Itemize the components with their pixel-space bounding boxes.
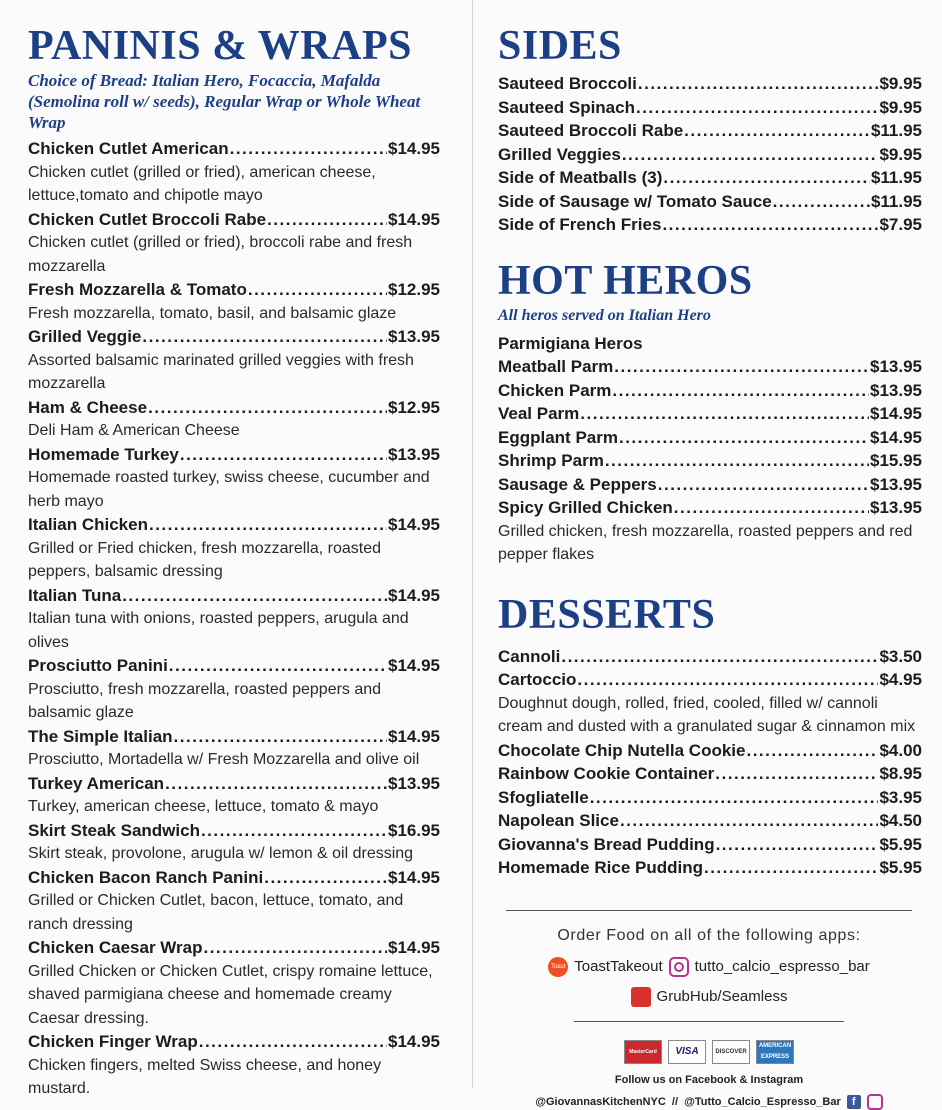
item-description: Chicken cutlet (grilled or fried), broccoli rabe and fresh mozzarella <box>28 234 413 275</box>
menu-item <box>498 166 922 190</box>
heros-group-label: Parmigiana Heros <box>498 333 643 353</box>
item-name: Sauteed Broccoli <box>498 74 637 93</box>
item-description: Italian tuna with onions, roasted peppers, arugula and olives <box>28 610 409 651</box>
item-price: $11.95 <box>870 121 922 140</box>
item-price: $13.95 <box>388 773 440 793</box>
item-name: Veal Parm <box>498 404 580 423</box>
item-description: Prosciutto, Mortadella w/ Fresh Mozzarella and olive oil <box>28 751 420 768</box>
leader-dots <box>638 72 879 96</box>
item-price: $5.95 <box>879 858 922 877</box>
menu-item <box>498 809 922 833</box>
item-price: $8.95 <box>879 764 922 783</box>
item-description: Deli Ham & American Cheese <box>28 422 240 439</box>
leader-dots <box>622 143 879 167</box>
leader-dots <box>122 584 387 608</box>
item-name: Homemade Turkey <box>28 444 179 464</box>
item-name: Chicken Caesar Wrap <box>28 938 203 957</box>
instagram-link[interactable]: tutto_calcio_espresso_bar <box>694 958 870 975</box>
item-name: Side of Sausage w/ Tomato Sauce <box>498 191 772 211</box>
item-name: Shrimp Parm <box>498 451 604 470</box>
item-price: $14.95 <box>388 1032 440 1051</box>
item-description: Homemade roasted turkey, swiss cheese, cucumber and herb mayo <box>28 469 430 510</box>
item-price: $4.95 <box>879 670 922 689</box>
item-price: $11.95 <box>870 191 922 211</box>
item-name: Ham & Cheese <box>28 397 148 417</box>
item-description: Turkey, american cheese, lettuce, tomato & mayo <box>28 798 379 815</box>
leader-dots <box>199 1030 387 1054</box>
item-description: Skirt steak, provolone, arugula w/ lemon & oil dressing <box>28 845 414 862</box>
order-apps-block <box>506 910 912 1110</box>
follow-text: Follow us on Facebook & Instagram <box>614 1073 804 1086</box>
leader-dots <box>248 278 387 302</box>
desserts-title: DESSERTS <box>498 591 716 638</box>
item-price: $14.95 <box>870 427 922 447</box>
leader-dots <box>142 325 387 349</box>
item-name: The Simple Italian <box>28 726 173 746</box>
grubhub-icon <box>631 987 651 1007</box>
menu-item <box>28 396 440 420</box>
toast-link[interactable]: ToastTakeout <box>574 958 663 975</box>
item-price: $9.95 <box>879 144 922 164</box>
leader-dots <box>561 645 878 669</box>
menu-item <box>28 936 440 960</box>
item-name: Meatball Parm <box>498 357 614 376</box>
item-price: $5.95 <box>879 834 922 854</box>
item-name: Grilled Veggie <box>28 327 142 346</box>
leader-dots <box>662 213 878 237</box>
item-name: Side of French Fries <box>498 215 662 234</box>
item-name: Giovanna's Bread Pudding <box>498 834 715 854</box>
paninis-list <box>28 137 440 1101</box>
menu-item <box>498 786 922 810</box>
item-name: Sauteed Spinach <box>498 97 635 117</box>
item-price: $4.00 <box>879 740 922 760</box>
leader-dots <box>612 379 869 403</box>
item-price: $11.95 <box>870 168 922 187</box>
menu-item <box>28 584 440 608</box>
leader-dots <box>590 786 879 810</box>
leader-dots <box>716 833 879 857</box>
social-handles: @GiovannasKitchenNYC // @Tutto_Calcio_Espresso_Bar <box>535 1095 841 1108</box>
menu-item <box>498 645 922 669</box>
menu-item <box>28 325 440 349</box>
menu-item <box>498 119 922 143</box>
item-description: Chicken cutlet (grilled or fried), american cheese, lettuce,tomato and chipotle mayo <box>28 163 376 204</box>
leader-dots <box>658 473 869 497</box>
menu-item <box>498 96 922 120</box>
menu-item <box>28 443 440 467</box>
menu-item <box>28 772 440 796</box>
item-price: $13.95 <box>388 444 440 464</box>
menu-item <box>498 72 922 96</box>
item-name: Homemade Rice Pudding <box>498 858 703 877</box>
item-price: $13.95 <box>388 327 440 346</box>
toast-icon: Toast <box>548 957 568 977</box>
item-price: $14.95 <box>388 726 440 746</box>
grubhub-link[interactable]: GrubHub/Seamless <box>656 988 788 1005</box>
paninis-subtitle: Choice of Bread: Italian Hero, Focaccia, Mafalda (Semolina roll w/ seeds), Regular Wrap or Whole Wheat Wrap <box>28 71 421 132</box>
menu-item <box>498 739 922 763</box>
menu-item <box>498 449 922 473</box>
menu-item <box>498 762 922 786</box>
leader-dots <box>264 866 387 890</box>
leader-dots <box>674 496 869 520</box>
visa-icon: VISA <box>668 1040 706 1064</box>
menu-item <box>28 725 440 749</box>
leader-dots <box>605 449 869 473</box>
item-price: $3.95 <box>879 787 922 807</box>
desserts-list <box>498 645 922 880</box>
item-description: Grilled or Chicken Cutlet, bacon, lettuce, tomato, and ranch dressing <box>28 892 404 933</box>
leader-dots <box>580 402 869 426</box>
item-price: $15.95 <box>870 451 922 470</box>
item-price: $16.95 <box>388 820 440 840</box>
leader-dots <box>149 513 387 537</box>
menu-item <box>498 379 922 403</box>
sides-list <box>498 72 922 237</box>
leader-dots <box>614 355 869 379</box>
item-name: Chicken Cutlet Broccoli Rabe <box>28 209 267 229</box>
facebook-icon[interactable]: f <box>847 1095 861 1109</box>
item-name: Chocolate Chip Nutella Cookie <box>498 740 746 760</box>
heros-list <box>498 355 922 520</box>
leader-dots <box>715 762 878 786</box>
payment-cards <box>506 1040 912 1064</box>
discover-icon: DISCOVER <box>712 1040 750 1064</box>
item-name: Chicken Cutlet American <box>28 139 229 158</box>
item-price: $3.50 <box>879 646 922 666</box>
item-price: $9.95 <box>879 74 922 93</box>
item-name: Eggplant Parm <box>498 427 618 447</box>
item-price: $12.95 <box>388 397 440 417</box>
item-name: Italian Tuna <box>28 585 122 605</box>
instagram-icon <box>669 957 689 977</box>
item-price: $13.95 <box>870 357 922 376</box>
item-name: Prosciutto Panini <box>28 656 168 675</box>
item-name: Italian Chicken <box>28 515 148 534</box>
instagram-small-icon[interactable] <box>867 1094 883 1110</box>
right-column <box>498 0 922 1110</box>
item-price: $14.95 <box>388 139 440 158</box>
menu-item <box>28 819 440 843</box>
paninis-title: PANINIS & WRAPS <box>28 23 412 69</box>
menu-item <box>28 654 440 678</box>
item-name: Fresh Mozzarella & Tomato <box>28 280 247 299</box>
item-price: $7.95 <box>879 215 922 234</box>
item-description: Doughnut dough, rolled, fried, cooled, filled w/ cannoli cream and dusted with a granulated sugar & cinnamon mix <box>498 694 916 735</box>
item-price: $14.95 <box>388 938 440 957</box>
item-price: $14.95 <box>388 585 440 605</box>
leader-dots <box>230 137 387 161</box>
paninis-section <box>28 0 440 1101</box>
item-name: Grilled Veggies <box>498 144 621 164</box>
item-price: $4.50 <box>879 811 922 830</box>
menu-item <box>498 856 922 880</box>
menu-item <box>498 833 922 857</box>
leader-dots <box>663 166 870 190</box>
leader-dots <box>267 208 387 232</box>
item-name: Cannoli <box>498 646 561 666</box>
item-name: Spicy Grilled Chicken <box>498 498 673 517</box>
menu-item <box>498 190 922 214</box>
item-price: $14.95 <box>388 656 440 675</box>
menu-item <box>28 1030 440 1054</box>
leader-dots <box>577 668 878 692</box>
item-name: Sausage & Peppers <box>498 474 657 494</box>
heros-title: HOT HEROS <box>498 257 753 304</box>
leader-dots <box>148 396 387 420</box>
leader-dots <box>636 96 878 120</box>
leader-dots <box>620 809 879 833</box>
leader-dots <box>201 819 387 843</box>
menu-item <box>28 866 440 890</box>
leader-dots <box>704 856 878 880</box>
item-name: Sfogliatelle <box>498 787 589 807</box>
menu-item <box>498 213 922 237</box>
amex-icon: AMERICAN EXPRESS <box>756 1040 794 1064</box>
item-description: Grilled Chicken or Chicken Cutlet, crispy romaine lettuce, shaved parmigiana cheese and homemade creamy Caesar dressing. <box>28 962 433 1027</box>
item-price: $13.95 <box>870 380 922 400</box>
menu-item <box>498 668 922 692</box>
menu-item <box>28 513 440 537</box>
leader-dots <box>165 772 387 796</box>
item-name: Turkey American <box>28 773 165 793</box>
item-description: Chicken fingers, melted Swiss cheese, and honey mustard. <box>28 1056 382 1097</box>
item-description: Fresh mozzarella, tomato, basil, and balsamic glaze <box>28 304 397 322</box>
leader-dots <box>180 443 387 467</box>
apps-divider <box>574 1021 844 1022</box>
mastercard-icon: MasterCard <box>624 1040 662 1064</box>
item-price: $9.95 <box>879 97 922 117</box>
leader-dots <box>619 426 869 450</box>
heros-subtitle: All heros served on Italian Hero <box>498 306 711 324</box>
item-price: $14.95 <box>388 867 440 887</box>
item-name: Chicken Finger Wrap <box>28 1032 198 1051</box>
sides-title: SIDES <box>498 23 622 69</box>
menu-item <box>498 355 922 379</box>
item-name: Chicken Bacon Ranch Panini <box>28 867 264 887</box>
menu-item <box>498 426 922 450</box>
item-description: Prosciutto, fresh mozzarella, roasted peppers and balsamic glaze <box>28 680 382 721</box>
item-name: Chicken Parm <box>498 380 612 400</box>
item-name: Napolean Slice <box>498 811 619 830</box>
item-description: Grilled or Fried chicken, fresh mozzarella, roasted peppers, balsamic dressing <box>28 539 382 580</box>
item-price: $14.95 <box>870 404 922 423</box>
apps-title: Order Food on all of the following apps: <box>557 926 861 944</box>
column-divider <box>472 0 473 1088</box>
leader-dots <box>203 936 387 960</box>
item-price: $12.95 <box>388 280 440 299</box>
leader-dots <box>174 725 387 749</box>
item-price: $14.95 <box>388 209 440 229</box>
menu-item <box>498 473 922 497</box>
menu-item <box>28 137 440 161</box>
item-name: Rainbow Cookie Container <box>498 764 715 783</box>
item-price: $13.95 <box>870 498 922 517</box>
item-price: $14.95 <box>388 515 440 534</box>
leader-dots <box>169 654 387 678</box>
leader-dots <box>746 739 878 763</box>
item-description: Assorted balsamic marinated grilled veggies with fresh mozzarella <box>28 351 414 392</box>
item-name: Skirt Steak Sandwich <box>28 820 200 840</box>
leader-dots <box>773 190 870 214</box>
leader-dots <box>684 119 870 143</box>
item-price: $13.95 <box>870 474 922 494</box>
menu-item <box>498 143 922 167</box>
item-name: Side of Meatballs (3) <box>498 168 663 187</box>
menu-item <box>28 278 440 302</box>
heros-desc: Grilled chicken, fresh mozzarella, roasted peppers and red pepper flakes <box>498 522 913 563</box>
item-name: Cartoccio <box>498 670 577 689</box>
item-name: Sauteed Broccoli Rabe <box>498 121 684 140</box>
menu-item <box>498 496 922 520</box>
menu-item <box>498 402 922 426</box>
menu-item <box>28 208 440 232</box>
